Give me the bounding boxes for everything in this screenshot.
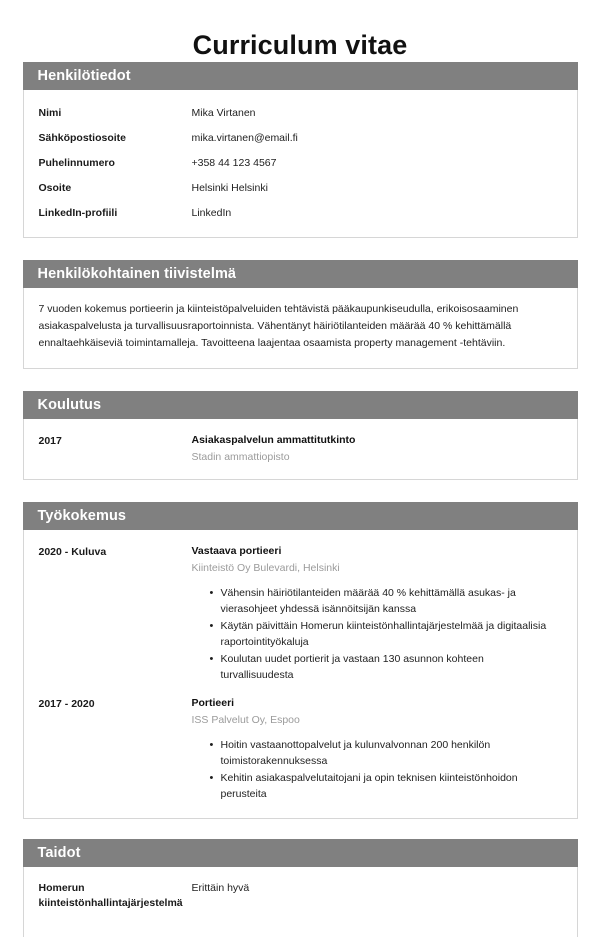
entry-title: Vastaava portieeri xyxy=(191,545,282,557)
list-item-text: Hoitin vastaanottopalvelut ja kulunvalvonnan 200 henkilön toimistorakennuksessa xyxy=(220,739,491,767)
entry-period: 2020 - Kuluva xyxy=(38,546,107,558)
summary-card xyxy=(23,288,578,369)
summary-body xyxy=(24,288,577,368)
summary-paragraph: 7 vuoden kokemus portieerin ja kiinteistöpalveluiden tehtävistä pääkaupunkiseudulla, erikoisosaaminen asiakaspalvelusta ja turvallisuusraportoinnista. Vähentänyt häiriötilanteiden määrää 40 % kehittämällä ennaltaehkäiseviä toimintamalleja. Tavoitteena laajentaa osaamista property management -tehtäviin. xyxy=(38,303,519,349)
experience-card xyxy=(23,530,578,819)
section-header-personal xyxy=(23,62,578,90)
list-item xyxy=(210,651,552,683)
field-value: Helsinki Helsinki xyxy=(191,181,268,194)
field-label: LinkedIn-profiili xyxy=(38,206,118,219)
field-value: mika.virtanen@email.fi xyxy=(191,131,298,144)
bullet-icon: • xyxy=(209,739,214,751)
entry-main xyxy=(192,433,562,465)
skills-body xyxy=(24,867,577,923)
list-item xyxy=(210,770,552,802)
list-item xyxy=(210,585,552,617)
list-item xyxy=(210,618,552,650)
entry-main xyxy=(192,544,562,685)
entry-period: 2017 xyxy=(38,435,62,447)
bullet-icon: • xyxy=(209,587,214,599)
entry-bullet-list xyxy=(192,585,552,683)
field-label: Nimi xyxy=(38,106,62,119)
spacer xyxy=(0,819,600,839)
entry-title: Portieeri xyxy=(191,697,235,709)
skill-name: Homerun kiinteistönhallintajärjestelmä xyxy=(38,882,183,909)
experience-body xyxy=(24,530,577,818)
personal-row-name xyxy=(39,100,562,125)
list-item-text: Käytän päivittäin Homerun kiinteistönhallintajärjestelmää ja digitaalisia raportointityökaluja xyxy=(220,620,547,648)
list-item xyxy=(210,737,552,769)
section-title-summary: Henkilökohtainen tiivistelmä xyxy=(37,266,237,282)
experience-entry xyxy=(39,540,562,692)
personal-row-phone xyxy=(39,150,562,175)
list-item-text: Kehitin asiakaspalvelutaitojani ja opin teknisen kiinteistönhoidon perusteita xyxy=(220,772,518,800)
education-entry xyxy=(39,429,562,467)
field-label: Sähköpostiosoite xyxy=(38,131,127,144)
entry-main xyxy=(192,696,562,804)
personal-row-address xyxy=(39,175,562,200)
entry-organization: Stadin ammattiopisto xyxy=(191,451,290,463)
skill-level: Erittäin hyvä xyxy=(191,882,250,894)
entry-organization: Kiinteistö Oy Bulevardi, Helsinki xyxy=(191,562,340,574)
section-header-skills xyxy=(23,839,578,867)
field-label: Puhelinnumero xyxy=(38,156,115,169)
list-item-text: Vähensin häiriötilanteiden määrää 40 % kehittämällä asukas- ja vierasohjeet yhdessä isännöitsijän kanssa xyxy=(220,587,516,615)
education-card xyxy=(23,419,578,480)
spacer xyxy=(0,238,600,260)
bullet-icon: • xyxy=(209,653,214,665)
entry-bullet-list xyxy=(192,737,552,802)
field-value-linkedin[interactable]: LinkedIn xyxy=(191,206,232,219)
field-value: Mika Virtanen xyxy=(191,106,256,119)
section-title-education: Koulutus xyxy=(37,397,102,413)
field-label: Osoite xyxy=(38,181,72,194)
list-item-text: Koulutan uudet portierit ja vastaan 130 asunnon kohteen turvallisuudesta xyxy=(220,653,484,681)
entry-organization: ISS Palvelut Oy, Espoo xyxy=(191,714,300,726)
bullet-icon: • xyxy=(209,772,214,784)
section-header-summary xyxy=(23,260,578,288)
skill-row xyxy=(39,877,562,911)
entry-period: 2017 - 2020 xyxy=(38,698,95,710)
personal-row-linkedin xyxy=(39,200,562,225)
entry-title: Asiakaspalvelun ammattitutkinto xyxy=(191,434,356,446)
bullet-icon: • xyxy=(209,620,214,632)
personal-details-body xyxy=(24,90,577,237)
skills-card xyxy=(23,867,578,937)
personal-details-card xyxy=(23,90,578,238)
spacer xyxy=(0,369,600,391)
section-title-skills: Taidot xyxy=(37,845,81,861)
section-title-personal: Henkilötiedot xyxy=(37,68,131,84)
section-title-experience: Työkokemus xyxy=(37,508,127,524)
page-title: Curriculum vitae xyxy=(192,30,408,60)
personal-row-email xyxy=(39,125,562,150)
field-value: +358 44 123 4567 xyxy=(191,156,277,169)
education-body xyxy=(24,419,577,479)
section-header-education xyxy=(23,391,578,419)
section-header-experience xyxy=(23,502,578,530)
experience-entry xyxy=(39,692,562,806)
spacer xyxy=(0,480,600,502)
